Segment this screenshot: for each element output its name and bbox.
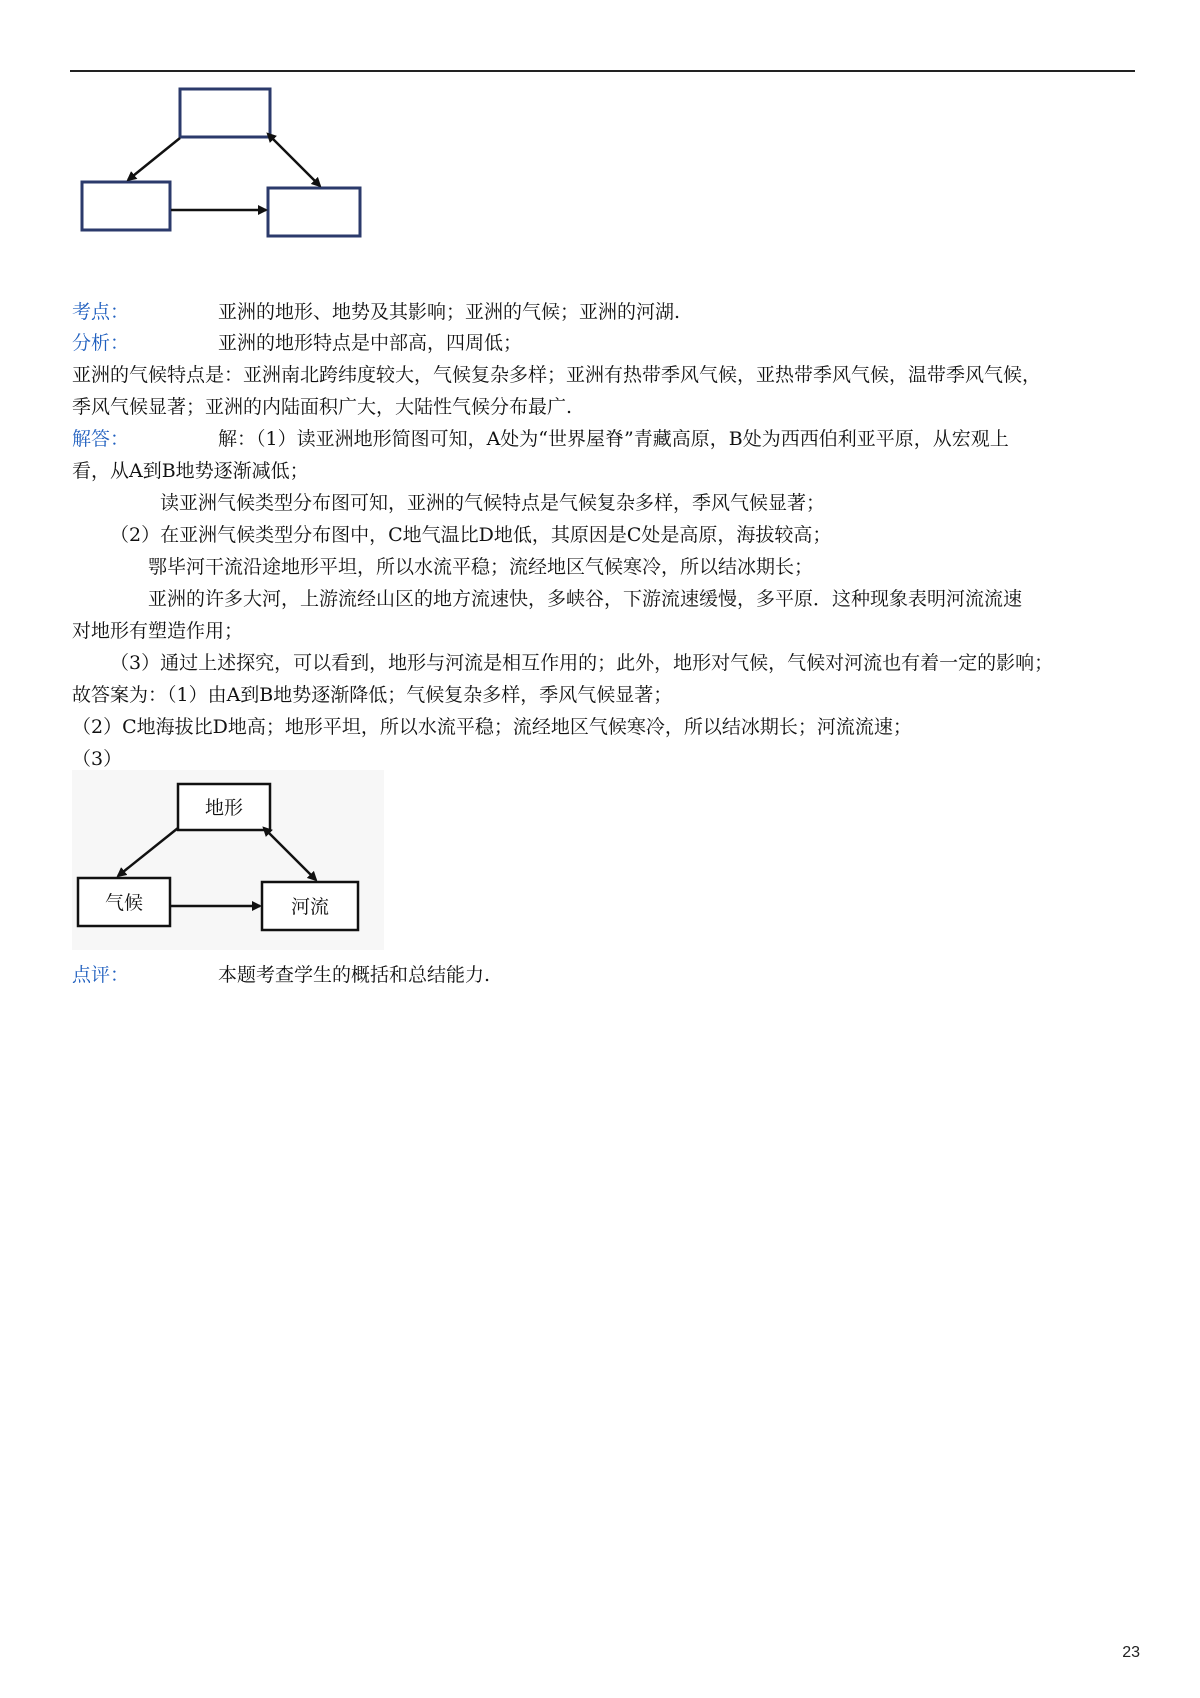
blank-arrow-top-right bbox=[272, 138, 320, 186]
right-box-label: 河流 bbox=[290, 896, 330, 918]
jieda-line-6: 对地形有塑造作用； bbox=[72, 620, 244, 642]
fenxi-label: 分析： bbox=[72, 332, 130, 354]
blank-arrow-top-left bbox=[128, 138, 180, 180]
jieda-line-9: （2）C地海拔比D地高；地形平坦，所以水流平稳；流经地区气候寒冷，所以结冰期长；河流流速； bbox=[72, 716, 912, 738]
diagram-labeled-svg bbox=[72, 770, 384, 950]
top-box-label: 地形 bbox=[204, 797, 244, 819]
arrow-top-right bbox=[268, 832, 316, 880]
jieda-line-1: 看，从A到B地势逐渐减低； bbox=[72, 460, 309, 482]
blank-left-box bbox=[82, 182, 170, 230]
jieda-line-5: 亚洲的许多大河，上游流经山区的地方流速快，多峡谷，下游流速缓慢，多平原．这种现象表明河流流速 bbox=[148, 588, 1023, 610]
diagram-labeled bbox=[72, 770, 384, 950]
arrow-top-left bbox=[118, 828, 178, 876]
jieda-label: 解答： bbox=[72, 428, 130, 450]
jieda-line-4: 鄂毕河干流沿途地形平坦，所以水流平稳；流经地区气候寒冷，所以结冰期长； bbox=[148, 556, 814, 578]
diagram-blank-svg bbox=[72, 86, 382, 250]
jieda-line-7: （3）通过上述探究，可以看到，地形与河流是相互作用的；此外，地形对气候，气候对河流也有着一定的影响； bbox=[110, 652, 1054, 674]
left-box-label: 气候 bbox=[104, 892, 144, 914]
kaodian-text: 亚洲的地形、地势及其影响；亚洲的气候；亚洲的河湖. bbox=[218, 301, 681, 323]
fenxi-line-1: 亚洲的气候特点是：亚洲南北跨纬度较大，气候复杂多样；亚洲有热带季风气候，亚热带季风气候，温带季风气候， bbox=[72, 364, 1042, 386]
dianping-text: 本题考查学生的概括和总结能力. bbox=[218, 964, 491, 986]
blank-top-box bbox=[180, 89, 270, 137]
jieda-line-10: （3） bbox=[72, 748, 123, 770]
jieda-text: 解：（1）读亚洲地形简图可知，A处为“世界屋脊”青藏高原，B处为西西伯利亚平原，从宏观上 bbox=[218, 428, 1009, 450]
diagram-blank bbox=[72, 86, 382, 250]
kaodian-label: 考点： bbox=[72, 301, 130, 323]
fenxi-text: 亚洲的地形特点是中部高，四周低； bbox=[218, 332, 523, 354]
blank-right-box bbox=[268, 188, 360, 236]
page-number: 23 bbox=[1122, 1644, 1140, 1661]
fenxi-line-2: 季风气候显著；亚洲的内陆面积广大，大陆性气候分布最广. bbox=[72, 396, 573, 418]
jieda-line-8: 故答案为：（1）由A到B地势逐渐降低；气候复杂多样，季风气候显著； bbox=[72, 684, 673, 706]
jieda-line-3: （2）在亚洲气候类型分布图中，C地气温比D地低，其原因是C处是高原，海拔较高； bbox=[110, 524, 832, 546]
top-rule bbox=[70, 70, 1135, 72]
jieda-line-2: 读亚洲气候类型分布图可知，亚洲的气候特点是气候复杂多样，季风气候显著； bbox=[160, 492, 826, 514]
dianping-label: 点评： bbox=[72, 964, 130, 986]
